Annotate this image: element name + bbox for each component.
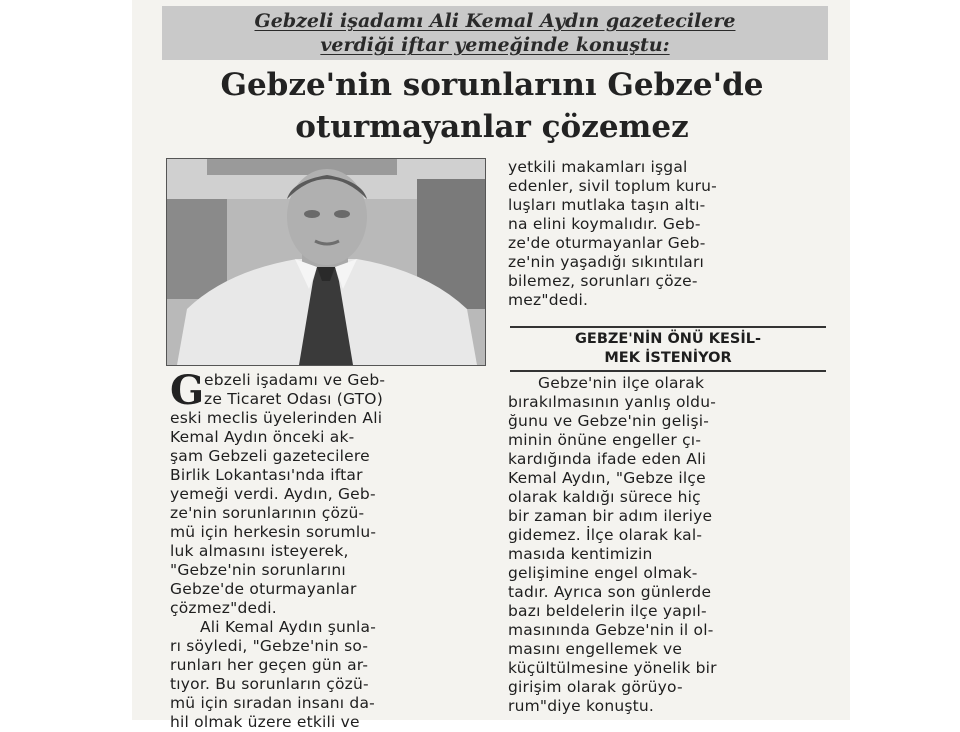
text-line: mü için sıradan insanı da- xyxy=(170,694,375,712)
text-line: bazı beldelerin ilçe yapıl- xyxy=(508,602,707,620)
text-line: olarak kaldığı sürece hiç xyxy=(508,488,701,506)
text-line: ze'de oturmayanlar Geb- xyxy=(508,234,706,252)
text-line: şam Gebzeli gazetecilere xyxy=(170,447,370,465)
text-line: bırakılmasının yanlış oldu- xyxy=(508,393,717,411)
subheading-line-1: GEBZE'NİN ÖNÜ KESİL- xyxy=(575,331,761,347)
text-line: minin önüne engeller çı- xyxy=(508,431,702,449)
headline-line-1: Gebze'nin sorunlarını Gebze'de xyxy=(220,67,764,103)
text-line: gidemez. İlçe olarak kal- xyxy=(508,526,703,544)
text-line: tadır. Ayrıca son günlerde xyxy=(508,583,712,601)
text-line: ebzeli işadamı ve Geb- xyxy=(204,371,386,389)
text-line: ze Ticaret Odası (GTO) xyxy=(204,390,383,408)
text-line: mez"dedi. xyxy=(508,291,589,309)
kicker-line-2: verdiği iftar yemeğinde konuştu: xyxy=(320,34,670,56)
text-line: hil olmak üzere etkili ve xyxy=(170,713,360,731)
kicker-line-1: Gebzeli işadamı Ali Kemal Aydın gazetecilere xyxy=(254,10,736,32)
text-line: masınında Gebze'nin il ol- xyxy=(508,621,714,639)
text-line: eski meclis üyelerinden Ali xyxy=(170,409,383,427)
text-line: gelişimine engel olmak- xyxy=(508,564,698,582)
article-column-2 xyxy=(508,158,828,310)
text-line: rı söyledi, "Gebze'nin so- xyxy=(170,637,369,655)
text-line: mü için herkesin sorumlu- xyxy=(170,523,377,541)
text-line: Kemal Aydın, "Gebze ilçe xyxy=(508,469,706,487)
headline-line-2: oturmayanlar çözemez xyxy=(295,109,689,145)
kicker xyxy=(162,6,828,60)
drop-cap: G xyxy=(170,367,205,414)
text-line: girişim olarak görüyo- xyxy=(508,678,683,696)
text-line: masıda kentimizin xyxy=(508,545,653,563)
text-line: bir zaman bir adım ileriye xyxy=(508,507,713,525)
text-line: Gebze'de oturmayanlar xyxy=(170,580,357,598)
text-line: Gebze'nin ilçe olarak xyxy=(538,374,705,392)
text-line: ze'nin yaşadığı sıkıntıları xyxy=(508,253,705,271)
newspaper-clipping xyxy=(132,0,850,731)
text-line: "Gebze'nin sorunlarını xyxy=(170,561,346,579)
text-line: masını engellemek ve xyxy=(508,640,683,658)
text-line: luk almasını isteyerek, xyxy=(170,542,349,560)
portrait-photo-icon xyxy=(167,159,485,365)
text-line: küçültülmesine yönelik bir xyxy=(508,659,717,677)
section-subheading xyxy=(510,326,826,372)
text-line: çözmez"dedi. xyxy=(170,599,277,617)
text-line: rum"diye konuştu. xyxy=(508,697,655,715)
text-line: ğunu ve Gebze'nin gelişi- xyxy=(508,412,710,430)
text-line: Birlik Lokantası'nda iftar xyxy=(170,466,363,484)
text-line: yemeği verdi. Aydın, Geb- xyxy=(170,485,376,503)
text-line: Ali Kemal Aydın şunla- xyxy=(200,618,377,636)
text-line: kardığında ifade eden Ali xyxy=(508,450,707,468)
portrait-photo xyxy=(166,158,486,366)
headline xyxy=(152,64,832,148)
text-line: ze'nin sorunlarının çözü- xyxy=(170,504,365,522)
text-line: Kemal Aydın önceki ak- xyxy=(170,428,355,446)
text-line: tıyor. Bu sorunların çözü- xyxy=(170,675,369,693)
article-column-2-continued xyxy=(508,374,828,716)
text-line: edenler, sivil toplum kuru- xyxy=(508,177,717,195)
text-line: yetkili makamları işgal xyxy=(508,158,688,176)
text-line: bilemez, sorunları çöze- xyxy=(508,272,698,290)
text-line: runları her geçen gün ar- xyxy=(170,656,369,674)
article-column-1 xyxy=(170,367,488,732)
subheading-line-2: MEK İSTENİYOR xyxy=(604,350,732,366)
text-line: na elini koymalıdır. Geb- xyxy=(508,215,701,233)
text-line: luşları mutlaka taşın altı- xyxy=(508,196,706,214)
